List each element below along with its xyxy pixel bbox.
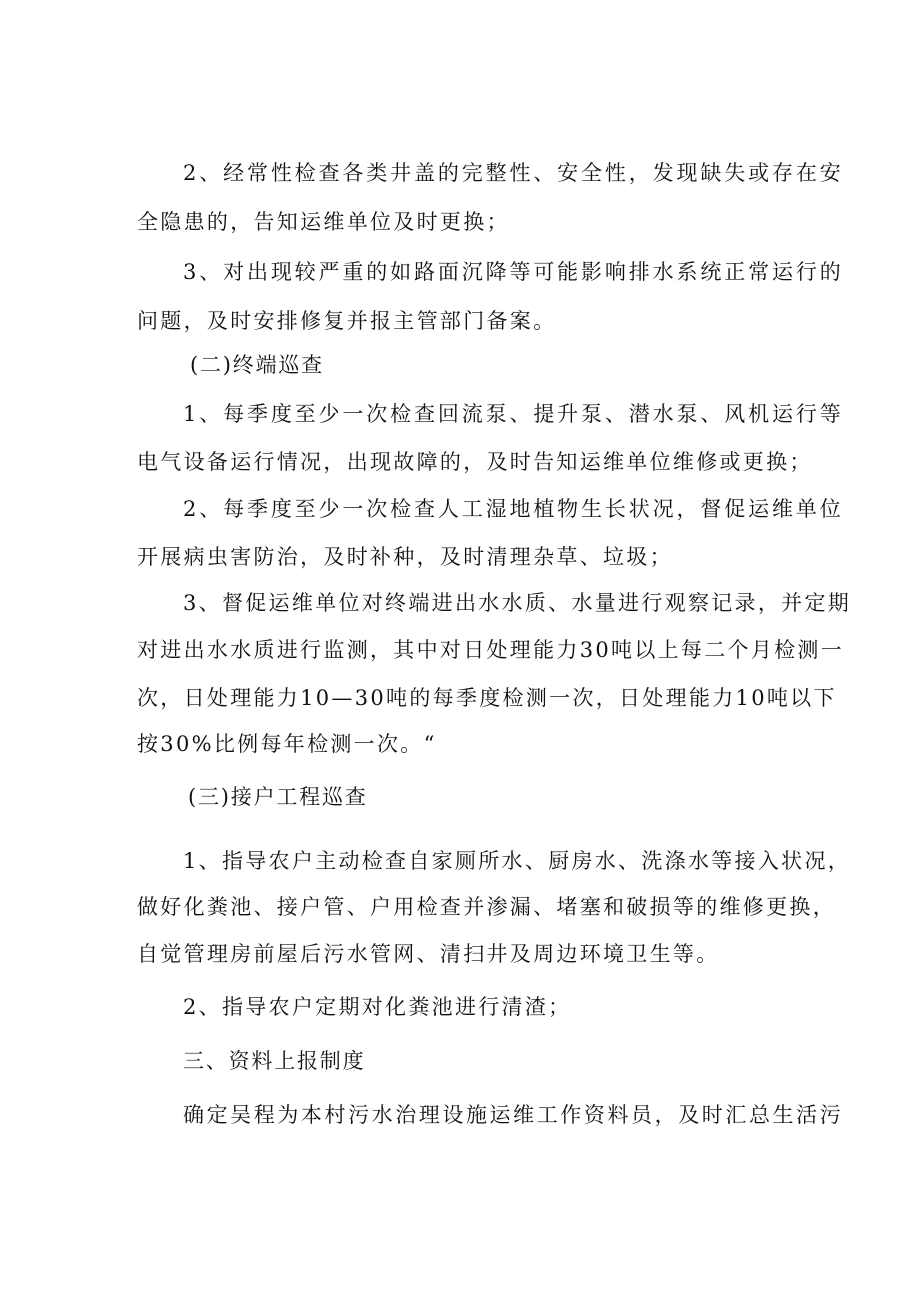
paragraph-line: 次，日处理能力10—30吨的每季度检测一次，日处理能力10吨以下 [137, 686, 837, 710]
paragraph-line: 电气设备运行情况，出现故障的，及时告知运维单位维修或更换； [137, 450, 813, 474]
paragraph-line: 按30%比例每年检测一次。“ [137, 732, 437, 756]
paragraph-line: 2、每季度至少一次检查人工湿地植物生长状况，督促运维单位 [183, 497, 843, 521]
paragraph-line: 问题，及时安排修复并报主管部门备案。 [137, 309, 557, 333]
paragraph-line: 2、经常性检查各类井盖的完整性、安全性，发现缺失或存在安 [183, 161, 843, 185]
paragraph-line: 开展病虫害防治，及时补种，及时清理杂草、垃圾； [137, 545, 673, 569]
section-heading: (三)接户工程巡查 [188, 785, 368, 809]
paragraph-line: 1、指导农户主动检查自家厕所水、厨房水、洗涤水等接入状况， [183, 849, 852, 873]
paragraph-line: 自觉管理房前屋后污水管网、清扫井及周边环境卫生等。 [137, 942, 720, 966]
paragraph-line: 2、指导农户定期对化粪池进行清渣； [183, 995, 572, 1019]
section-heading: 三、资料上报制度 [183, 1049, 366, 1073]
paragraph-line: 1、每季度至少一次检查回流泵、提升泵、潜水泵、风机运行等 [183, 402, 843, 426]
paragraph-line: 全隐患的，告知运维单位及时更换； [137, 210, 510, 234]
paragraph-line: 3、对出现较严重的如路面沉降等可能影响排水系统正常运行的 [183, 260, 843, 284]
paragraph-line: 对进出水水质进行监测，其中对日处理能力30吨以上每二个月检测一 [137, 638, 845, 662]
paragraph-line: 3、督促运维单位对终端进出水水质、水量进行观察记录，并定期 [183, 591, 852, 615]
paragraph-line: 确定吴程为本村污水治理设施运维工作资料员，及时汇总生活污 [183, 1103, 843, 1127]
paragraph-line: 做好化粪池、接户管、户用检查并渗漏、堵塞和破损等的维修更换， [137, 895, 836, 919]
section-heading: (二)终端巡查 [190, 353, 324, 377]
